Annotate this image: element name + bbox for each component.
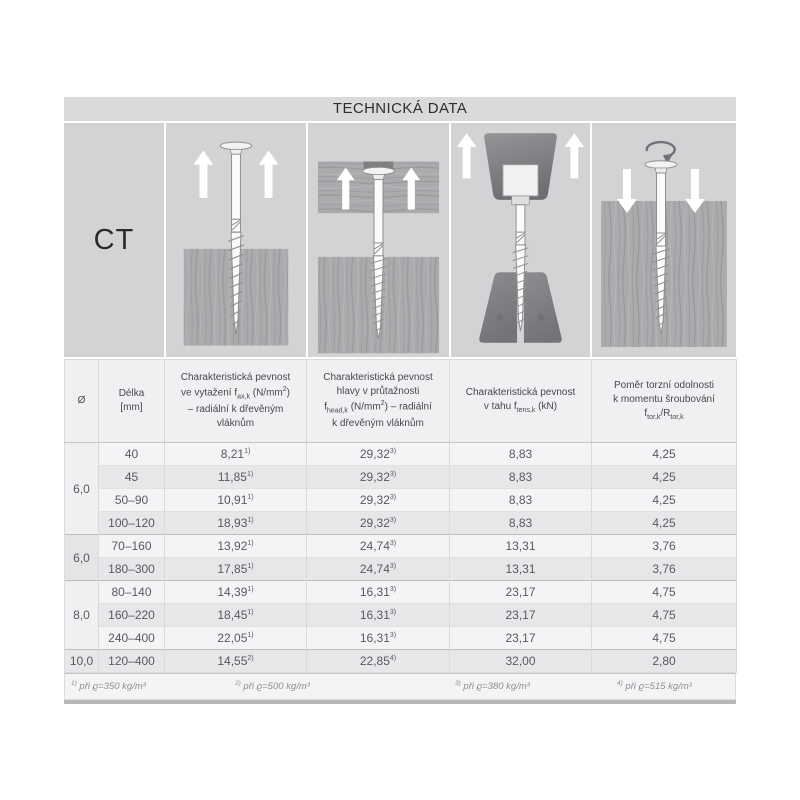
table-row xyxy=(65,604,737,627)
fhead-cell: 16,31$^{3)}$ xyxy=(307,627,450,650)
length-cell: 240–400 xyxy=(99,627,165,650)
ftens-cell: 23,17 xyxy=(450,627,592,650)
fhead-cell: 16,31$^{3)}$ xyxy=(307,604,450,627)
fhead-cell: 24,74$^{3)}$ xyxy=(307,535,450,558)
ratio-cell: 4,25 xyxy=(592,489,737,512)
fax-cell: 18,93$^{1)}$ xyxy=(165,512,307,535)
fax-cell: 13,92$^{1)}$ xyxy=(165,535,307,558)
fax-cell: 11,85$^{1)}$ xyxy=(165,466,307,489)
fhead-cell: 29,32$^{3)}$ xyxy=(307,443,450,466)
ratio-cell: 4,25 xyxy=(592,443,737,466)
table-row xyxy=(65,627,737,650)
column-header-tensile-strength: Charakteristická pevnost v tahu $f_{tens,k}$ (kN) xyxy=(450,360,592,443)
bottom-border-bar xyxy=(64,700,736,704)
arrow-up-icon xyxy=(565,133,585,178)
ratio-cell: 3,76 xyxy=(592,535,737,558)
length-cell: 50–90 xyxy=(99,489,165,512)
ftens-cell: 23,17 xyxy=(450,581,592,604)
table-row xyxy=(65,466,737,489)
screw-head-pull-through-illustration xyxy=(308,123,449,357)
column-header-length: Délka [mm] xyxy=(99,360,165,443)
diameter-cell: 10,0 xyxy=(65,650,99,673)
length-cell: 180–300 xyxy=(99,558,165,581)
column-header-torsion-ratio: Poměr torzní odolnosti k momentu šroubování $f_{tor,k}/R_{tor,k}$ xyxy=(592,360,737,443)
table-row xyxy=(65,512,737,535)
fax-cell: 22,05$^{1)}$ xyxy=(165,627,307,650)
ftens-cell: 23,17 xyxy=(450,604,592,627)
footnote-3: $^{3)}$ při ϱ=380 kg/m³ xyxy=(455,679,530,692)
ratio-cell: 4,75 xyxy=(592,604,737,627)
screw-withdrawal-illustration xyxy=(166,123,306,357)
clamp-hole xyxy=(538,314,545,321)
arrow-up-icon xyxy=(194,150,214,198)
ratio-cell: 4,75 xyxy=(592,627,737,650)
footnote-2: $^{2)}$ při ϱ=500 kg/m³ xyxy=(235,679,310,692)
table-row xyxy=(65,443,737,466)
lower-clamp xyxy=(479,272,517,342)
illustration-row xyxy=(64,123,736,357)
table-row xyxy=(65,558,737,581)
table-row xyxy=(65,535,737,558)
torsion-panel xyxy=(592,123,736,357)
length-cell: 70–160 xyxy=(99,535,165,558)
fhead-cell: 24,74$^{3)}$ xyxy=(307,558,450,581)
table-row xyxy=(65,489,737,512)
ftens-cell: 8,83 xyxy=(450,489,592,512)
fhead-cell: 29,32$^{3)}$ xyxy=(307,489,450,512)
ratio-cell: 4,25 xyxy=(592,466,737,489)
technical-data-sheet xyxy=(64,97,736,704)
ftens-cell: 8,83 xyxy=(450,512,592,535)
column-header-head-pull-through: Charakteristická pevnost hlavy v průtažnosti $f_{head,k}$ $(N/mm^2)$ – radiální k dřevěným vláknům xyxy=(307,360,450,443)
screw-tension-test-illustration xyxy=(451,123,590,357)
length-cell: 40 xyxy=(99,443,165,466)
column-header-withdrawal-strength: Charakteristická pevnost ve vytažení $f_{ax,k}$ $(N/mm^2)$ – radiální k dřevěným vláknům xyxy=(165,360,307,443)
length-cell: 100–120 xyxy=(99,512,165,535)
fax-cell: 8,21$^{1)}$ xyxy=(165,443,307,466)
ratio-cell: 4,25 xyxy=(592,512,737,535)
header-row xyxy=(65,360,737,443)
footnotes-row xyxy=(64,673,736,700)
ftens-cell: 13,31 xyxy=(450,558,592,581)
arrow-up-icon xyxy=(259,150,279,198)
product-code-cell xyxy=(64,123,164,357)
length-cell: 80–140 xyxy=(99,581,165,604)
title-bar xyxy=(64,97,736,121)
ratio-cell: 3,76 xyxy=(592,558,737,581)
fax-cell: 17,85$^{1)}$ xyxy=(165,558,307,581)
clamp-hole xyxy=(497,314,504,321)
fhead-cell: 29,32$^{3)}$ xyxy=(307,466,450,489)
ratio-cell: 2,80 xyxy=(592,650,737,673)
ftens-cell: 8,83 xyxy=(450,466,592,489)
fax-cell: 18,45$^{1)}$ xyxy=(165,604,307,627)
table-row xyxy=(65,650,737,673)
technical-data-table xyxy=(64,359,737,673)
ftens-cell: 13,31 xyxy=(450,535,592,558)
length-cell: 120–400 xyxy=(99,650,165,673)
page-title: TECHNICKÁ DATA xyxy=(332,100,468,117)
diameter-cell: 8,0 xyxy=(65,581,99,650)
fhead-cell: 22,85$^{4)}$ xyxy=(307,650,450,673)
fhead-cell: 16,31$^{3)}$ xyxy=(307,581,450,604)
tension-test-panel xyxy=(451,123,590,357)
column-header-diameter: Ø xyxy=(65,360,99,443)
table-row xyxy=(65,581,737,604)
fhead-cell: 29,32$^{3)}$ xyxy=(307,512,450,535)
product-code: CT xyxy=(93,223,135,256)
footnote-1: $^{1)}$ při ϱ=350 kg/m³ xyxy=(71,679,146,692)
fax-cell: 14,55$^{2)}$ xyxy=(165,650,307,673)
diameter-cell: 6,0 xyxy=(65,443,99,535)
fax-cell: 14,39$^{1)}$ xyxy=(165,581,307,604)
fax-cell: 10,91$^{1)}$ xyxy=(165,489,307,512)
grip-block xyxy=(503,165,538,196)
arrow-up-icon xyxy=(457,133,477,178)
lower-clamp xyxy=(524,272,562,342)
head-pull-through-panel xyxy=(308,123,449,357)
ftens-cell: 32,00 xyxy=(450,650,592,673)
length-cell: 160–220 xyxy=(99,604,165,627)
grip-neck xyxy=(512,196,530,205)
diameter-cell: 6,0 xyxy=(65,535,99,581)
footnote-4: $^{4)}$ při ϱ=515 kg/m³ xyxy=(617,679,692,692)
screw-torsion-illustration xyxy=(592,123,736,357)
ratio-cell: 4,75 xyxy=(592,581,737,604)
ftens-cell: 8,83 xyxy=(450,443,592,466)
length-cell: 45 xyxy=(99,466,165,489)
withdrawal-panel xyxy=(166,123,306,357)
